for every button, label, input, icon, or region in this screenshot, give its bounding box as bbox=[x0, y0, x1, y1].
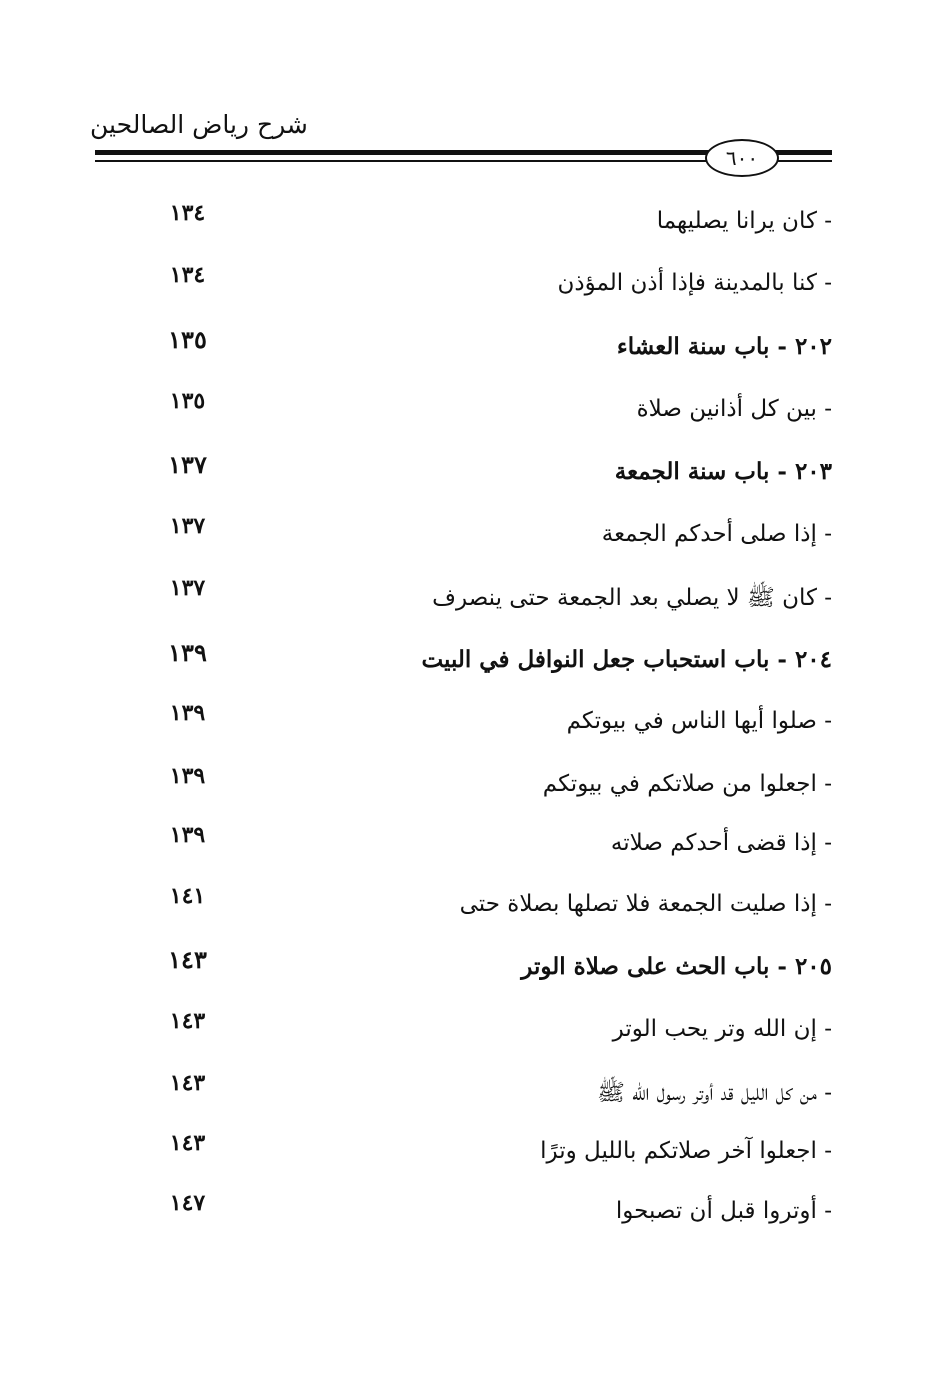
toc-entry-text: - إن الله وتر يحب الوتر bbox=[612, 1016, 832, 1042]
toc-entry bbox=[0, 1190, 950, 1240]
toc-entry-page: ١٤٣ bbox=[169, 1070, 206, 1096]
toc-entry bbox=[0, 200, 950, 250]
toc-entry-page: ١٣٧ bbox=[169, 575, 206, 601]
toc-entry-page: ١٣٧ bbox=[169, 513, 206, 539]
toc-entry bbox=[0, 1008, 950, 1058]
toc-entry bbox=[0, 388, 950, 438]
toc-entry-page: ١٣٥ bbox=[168, 325, 207, 354]
toc-entry-page: ١٣٥ bbox=[169, 388, 206, 414]
toc-chapter-heading bbox=[0, 638, 950, 688]
toc-entry-text: - اجعلوا آخر صلاتكم بالليل وترًا bbox=[540, 1138, 832, 1164]
toc-entry-page: ١٣٩ bbox=[168, 638, 207, 667]
toc-entry-text: - بين كل أذانين صلاة bbox=[636, 396, 832, 422]
toc-entry bbox=[0, 575, 950, 625]
toc-entry bbox=[0, 763, 950, 813]
toc-chapter-text: ٢٠٣ - باب سنة الجمعة bbox=[614, 458, 832, 485]
toc-entry-page: ١٤٣ bbox=[169, 1008, 206, 1034]
toc-entry-page: ١٤١ bbox=[169, 883, 206, 909]
toc-chapter-heading bbox=[0, 325, 950, 375]
toc-chapter-text: ٢٠٤ - باب استحباب جعل النوافل في البيت bbox=[421, 646, 832, 673]
toc-entry-page: ١٤٧ bbox=[169, 1190, 206, 1216]
toc-chapter-heading bbox=[0, 945, 950, 995]
toc-entry-text: - إذا صلى أحدكم الجمعة bbox=[601, 521, 832, 547]
toc-entry-text: - من كل الليل قد أوتر رسول الله ﷺ bbox=[597, 1080, 832, 1106]
toc-entry-page: ١٣٤ bbox=[169, 262, 206, 288]
toc-entry-text: - إذا صليت الجمعة فلا تصلها بصلاة حتى bbox=[459, 891, 832, 917]
toc-chapter-heading bbox=[0, 450, 950, 500]
toc-entry-page: ١٤٣ bbox=[168, 945, 207, 974]
toc-entry-text: - كنا بالمدينة فإذا أذن المؤذن bbox=[557, 270, 832, 296]
toc-entry bbox=[0, 513, 950, 563]
toc-entry bbox=[0, 1070, 950, 1120]
toc-entry-page: ١٣٩ bbox=[169, 822, 206, 848]
toc-entry-text: - أوتروا قبل أن تصبحوا bbox=[615, 1198, 832, 1224]
toc-entry bbox=[0, 262, 950, 312]
toc-chapter-text: ٢٠٥ - باب الحث على صلاة الوتر bbox=[521, 953, 832, 980]
toc-entry bbox=[0, 822, 950, 872]
toc-entry-page: ١٣٧ bbox=[168, 450, 207, 479]
toc-entry bbox=[0, 883, 950, 933]
book-title: شرح رياض الصالحين bbox=[90, 110, 308, 139]
toc-entry-page: ١٣٩ bbox=[169, 700, 206, 726]
toc-entry-text: - إذا قضى أحدكم صلاته bbox=[610, 830, 832, 856]
toc-entry bbox=[0, 700, 950, 750]
toc-entry-text: - اجعلوا من صلاتكم في بيوتكم bbox=[542, 771, 832, 797]
toc-entry-text: - صلوا أيها الناس في بيوتكم bbox=[566, 708, 832, 734]
toc-entry-page: ١٤٣ bbox=[169, 1130, 206, 1156]
toc-entry-page: ١٣٩ bbox=[169, 763, 206, 789]
page-number: ٦٠٠ bbox=[705, 139, 779, 177]
toc-entry-text: - كان يرانا يصليهما bbox=[656, 208, 832, 234]
toc-entry-page: ١٣٤ bbox=[169, 200, 206, 226]
toc-chapter-text: ٢٠٢ - باب سنة العشاء bbox=[616, 333, 832, 360]
toc-entry bbox=[0, 1130, 950, 1180]
toc-entry-text: - كان ﷺ لا يصلي بعد الجمعة حتى ينصرف bbox=[432, 585, 832, 611]
